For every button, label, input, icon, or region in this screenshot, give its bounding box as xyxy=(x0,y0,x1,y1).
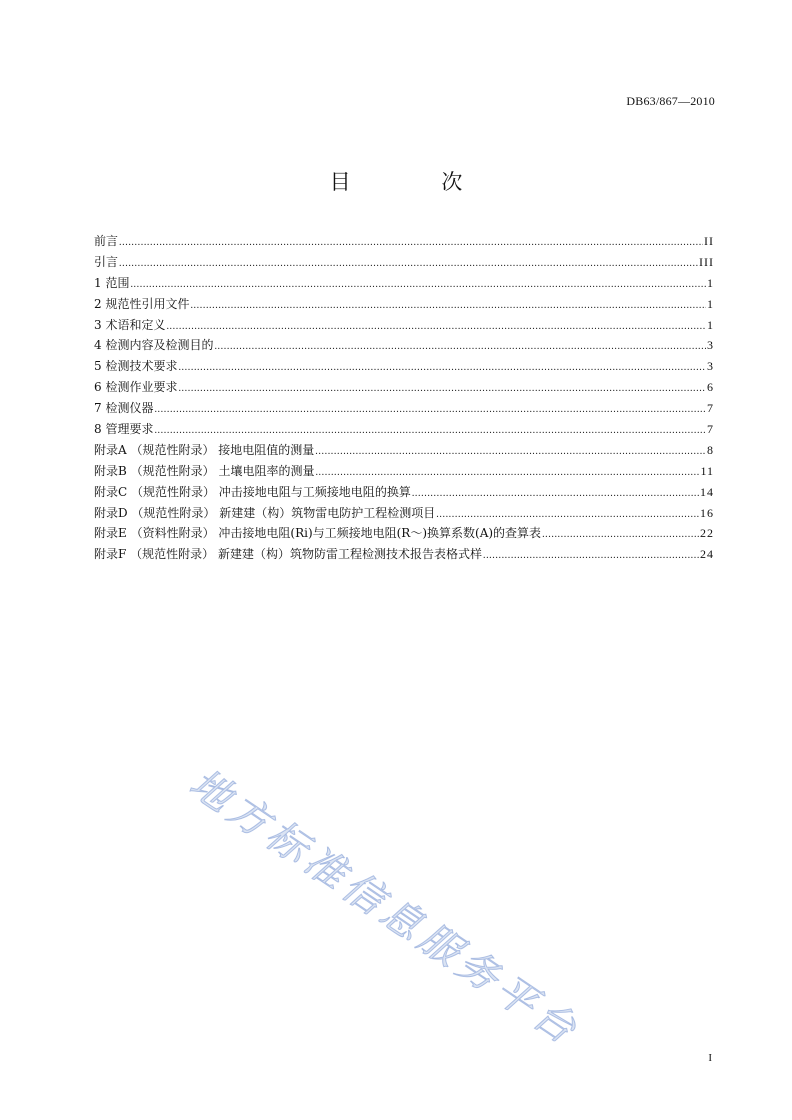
toc-entry-page: 22 xyxy=(700,526,714,541)
toc-entry[interactable] xyxy=(94,482,714,503)
toc-title: 目 次 xyxy=(329,170,505,194)
toc-leader-dots xyxy=(178,379,706,400)
toc-entry-page: 7 xyxy=(707,401,714,416)
toc-entry-page: 3 xyxy=(707,359,714,374)
toc-entry-page: 7 xyxy=(707,422,714,437)
document-code: DB63/867—2010 xyxy=(626,94,715,108)
toc-entry-label: 引言 xyxy=(94,254,119,269)
toc-leader-dots xyxy=(190,296,706,317)
toc-entry-page: 14 xyxy=(700,484,714,499)
toc-leader-dots xyxy=(412,484,699,505)
toc-entry-label: 8 管理要求 xyxy=(94,422,154,437)
toc-entry-label: 前言 xyxy=(94,234,119,248)
toc-entry[interactable] xyxy=(94,252,714,273)
toc-entry-label: 附录F （规范性附录） 新建建（构）筑物防雷工程检测技术报告表格式样 xyxy=(94,547,482,562)
toc-entry-label: 7 检测仪器 xyxy=(94,401,154,416)
toc-entry[interactable] xyxy=(94,503,714,524)
toc-entry-label: 附录B （规范性附录） 土壤电阻率的测量 xyxy=(94,463,315,478)
toc-entry-label: 4 检测内容及检测目的 xyxy=(94,338,214,353)
toc-entry-label: 2 规范性引用文件 xyxy=(94,296,190,311)
toc-leader-dots xyxy=(542,525,699,546)
toc-entry-page: 8 xyxy=(707,442,714,457)
toc-entry[interactable] xyxy=(94,273,714,294)
toc-entry[interactable] xyxy=(94,315,714,336)
toc-entry[interactable] xyxy=(94,377,714,398)
toc-entry-page: 1 xyxy=(707,317,714,332)
toc-entry-page: 6 xyxy=(707,380,714,395)
toc-entry-label: 附录D （规范性附录） 新建建（构）筑物雷电防护工程检测项目 xyxy=(94,505,436,520)
watermark-text: 地方标准信息服务平台 xyxy=(181,760,589,1056)
toc-leader-dots xyxy=(483,546,699,567)
toc-leader-dots xyxy=(178,358,706,379)
toc-leader-dots xyxy=(154,421,706,442)
toc-entry-label: 附录A （规范性附录） 接地电阻值的测量 xyxy=(94,442,315,457)
toc-leader-dots xyxy=(154,400,706,421)
toc-entry-label: 附录C （规范性附录） 冲击接地电阻与工频接地电阻的换算 xyxy=(94,484,411,499)
toc-entry-page: 1 xyxy=(707,275,714,290)
toc-entry[interactable] xyxy=(94,523,714,544)
toc-entry[interactable] xyxy=(94,335,714,356)
toc-leader-dots xyxy=(315,463,699,484)
toc-entry-label: 6 检测作业要求 xyxy=(94,380,178,395)
toc-leader-dots xyxy=(436,505,699,526)
toc-leader-dots xyxy=(119,233,703,254)
toc-entry-page: III xyxy=(699,254,714,269)
table-of-contents xyxy=(94,231,714,565)
toc-entry-page: 1 xyxy=(707,296,714,311)
toc-entry[interactable] xyxy=(94,440,714,461)
toc-entry[interactable] xyxy=(94,461,714,482)
toc-entry-label: 5 检测技术要求 xyxy=(94,359,178,374)
toc-leader-dots xyxy=(130,275,706,296)
toc-entry-page: 3 xyxy=(707,338,714,353)
toc-entry-page: 16 xyxy=(700,505,714,520)
toc-entry-page: 11 xyxy=(700,463,714,478)
page-number: I xyxy=(708,1052,712,1064)
toc-entry[interactable] xyxy=(94,356,714,377)
toc-entry[interactable] xyxy=(94,544,714,565)
toc-leader-dots xyxy=(119,254,698,275)
toc-entry-page: 24 xyxy=(700,547,714,562)
toc-leader-dots xyxy=(166,317,706,338)
toc-entry[interactable] xyxy=(94,419,714,440)
toc-entry[interactable] xyxy=(94,398,714,419)
toc-entry-label: 3 术语和定义 xyxy=(94,317,166,332)
toc-entry-label: 1 范围 xyxy=(94,275,130,290)
toc-entry-label: 附录E （资料性附录） 冲击接地电阻(Ri)与工频接地电阻(R～)换算系数(A)的查算表 xyxy=(94,526,542,541)
toc-entry[interactable] xyxy=(94,294,714,315)
toc-leader-dots xyxy=(214,337,706,358)
toc-entry[interactable] xyxy=(94,231,714,252)
toc-leader-dots xyxy=(315,442,706,463)
toc-entry-page: II xyxy=(704,234,714,248)
